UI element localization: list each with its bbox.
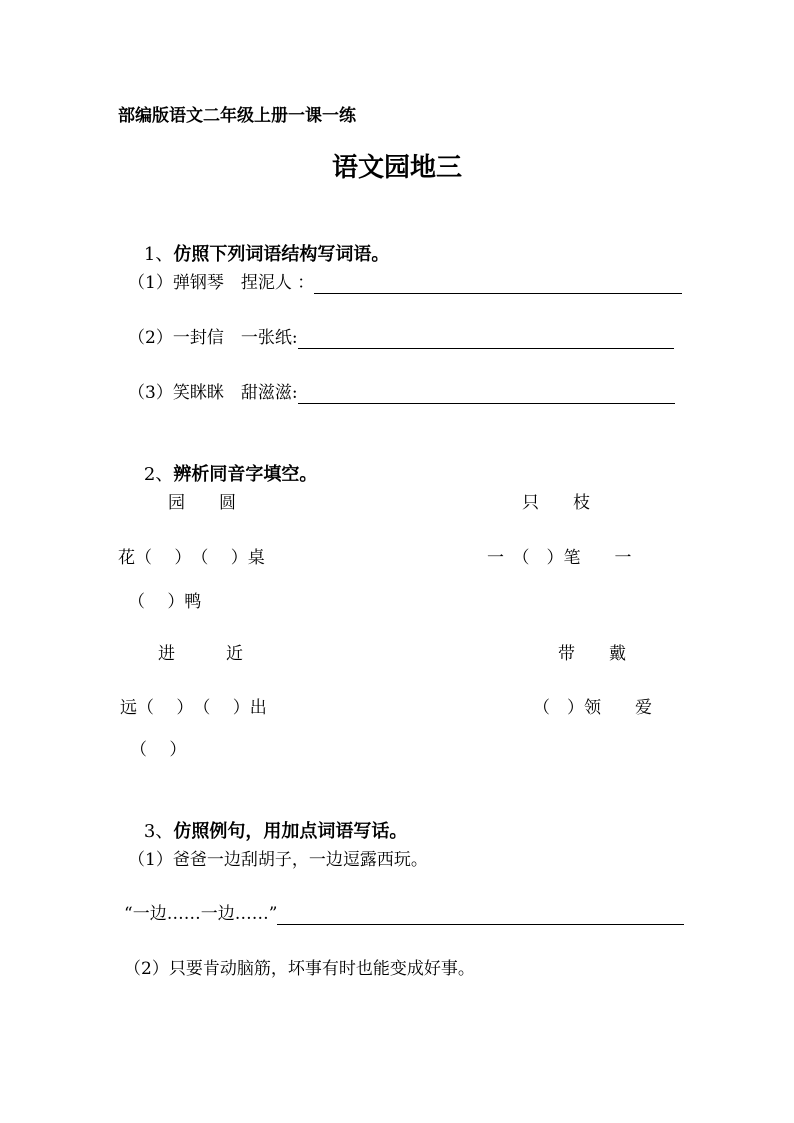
- question-1-text: 仿照下列词语结构写词语。: [173, 244, 390, 265]
- answer-blank-2: [298, 328, 674, 349]
- question-2-text: 辨析同音字填空。: [173, 464, 318, 485]
- fill-blank-dai-wrap: （ ）: [130, 740, 187, 760]
- doc-header: 部编版语文二年级上册一课一练: [118, 106, 356, 126]
- homophone-options-yuan: 园 圆: [168, 493, 236, 513]
- question-1-item-1: [128, 271, 682, 295]
- question-3-example-1: （1）爸爸一边刮胡子，一边逗露西玩。: [128, 850, 428, 870]
- question-3-pattern-label: “一边……一边……”: [124, 904, 278, 924]
- answer-blank-3: [298, 383, 675, 404]
- question-3-pattern: [124, 902, 684, 926]
- question-2-number: 2、: [143, 464, 174, 485]
- fill-blank-zhi-wrap: （ ）鸭: [128, 592, 202, 612]
- question-1-item-1-label: （1）弹钢琴 捏泥人 ：: [128, 273, 315, 293]
- homophone-row-fill-2: [0, 696, 794, 720]
- homophone-options-jin: 进 近: [158, 644, 243, 664]
- question-1-item-2: [128, 326, 674, 350]
- homophone-row-fill-1-wrap: [0, 590, 794, 614]
- homophone-row-jin: [0, 642, 794, 666]
- fill-blank-yuan: 花（ ） （ ）桌: [118, 548, 265, 568]
- question-1-item-3-label: （3）笑眯眯 甜滋滋:: [128, 383, 298, 403]
- homophone-row-fill-2-wrap: [0, 738, 794, 762]
- page-title: 语文园地三: [331, 153, 462, 183]
- question-3-number: 3、: [143, 821, 174, 842]
- question-3-example-2: （2）只要肯动脑筋，坏事有时也能变成好事。: [124, 959, 475, 979]
- homophone-options-dai: 带 戴: [558, 644, 626, 664]
- answer-blank-1: [314, 273, 682, 294]
- fill-blank-jin: 远（ ） （ ）出: [120, 698, 267, 718]
- fill-blank-zhi: 一 （ ）笔 一: [487, 548, 632, 568]
- question-1-item-3: [128, 381, 675, 405]
- answer-blank-4: [277, 904, 684, 925]
- homophone-row-yuan: [0, 491, 794, 515]
- homophone-options-zhi: 只 枝: [522, 493, 590, 513]
- question-1-number: 1、: [143, 244, 174, 265]
- question-1-item-2-label: （2）一封信 一张纸:: [128, 328, 298, 348]
- homophone-row-fill-1: [0, 546, 794, 570]
- question-3-text: 仿照例句，用加点词语写话。: [173, 821, 408, 842]
- fill-blank-dai: （ ）领 爱: [533, 698, 652, 718]
